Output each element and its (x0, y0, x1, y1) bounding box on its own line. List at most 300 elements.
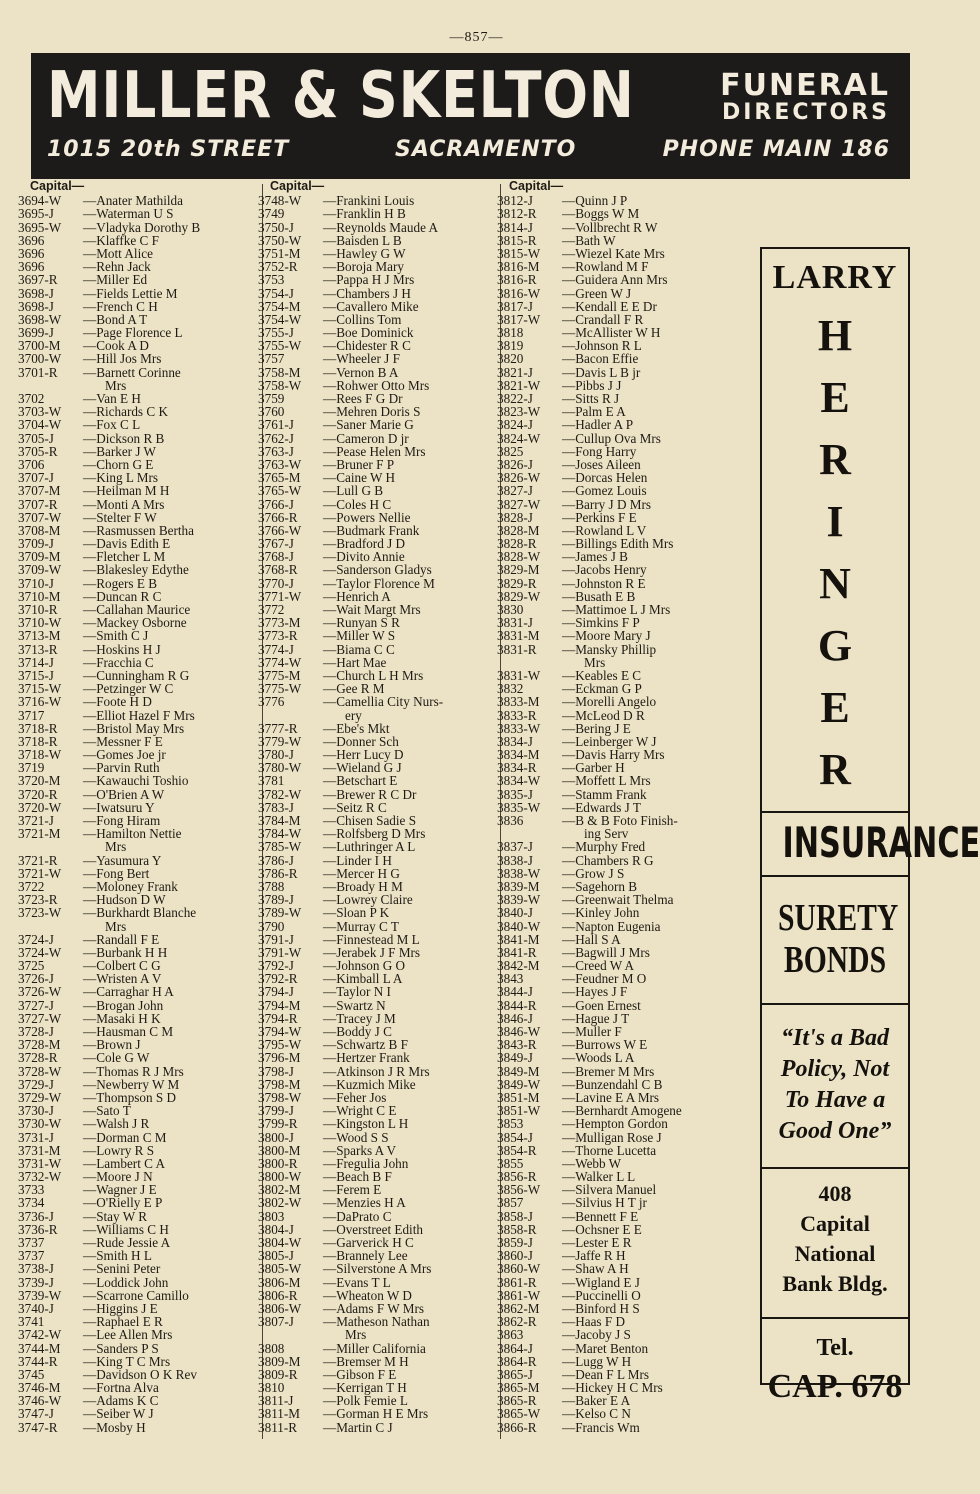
phone-number: 3784-M (258, 813, 301, 829)
phone-number: 3746-W (18, 1393, 62, 1409)
directory-entry (497, 221, 757, 234)
directory-entry (18, 906, 260, 919)
phone-number: 3766-R (258, 509, 298, 525)
phone-number: 3780-J (258, 747, 294, 763)
phone-number: 3853 (497, 1116, 524, 1132)
subscriber-name: —Finnestead M L (323, 931, 420, 947)
phone-number: 3718-R (18, 720, 58, 736)
directory-entry (258, 1342, 498, 1355)
phone-number: 3827-J (497, 483, 533, 499)
phone-number: 3849-J (497, 1050, 533, 1066)
phone-number: 3865-R (497, 1393, 537, 1409)
phone-number: 3856-W (497, 1182, 541, 1198)
directory-entry (497, 999, 757, 1012)
subscriber-name: —Waterman U S (83, 206, 174, 222)
phone-number: 3809-M (258, 1353, 301, 1369)
directory-entry (258, 221, 498, 234)
phone-number: 3709-M (18, 549, 61, 565)
phone-number: 3703-W (18, 404, 62, 420)
ad-heringer-letter: G (817, 621, 853, 670)
subscriber-name: —Barker J W (83, 443, 157, 459)
subscriber-name: —Silverstone A Mrs (323, 1261, 432, 1277)
subscriber-name: —Chidester R C (323, 338, 411, 354)
ad-address-line: Bank Bldg. (782, 1271, 888, 1296)
subscriber-name: —Brannely Lee (323, 1248, 408, 1264)
banner-address: 1015 20th STREET (47, 137, 290, 162)
directory-entry (18, 788, 260, 801)
subscriber-name: —Gomes Joe jr (83, 747, 166, 763)
phone-number: 3790 (258, 918, 285, 934)
phone-number: 3725 (18, 958, 45, 974)
phone-number: 3861-W (497, 1287, 541, 1303)
directory-entry (18, 774, 260, 787)
subscriber-name: —Quinn J P (562, 193, 628, 209)
phone-number: 3844-R (497, 997, 537, 1013)
subscriber-name: —Bremser M H (323, 1353, 409, 1369)
phone-number: 3766-W (258, 522, 302, 538)
subscriber-name: —Fields Lettie M (83, 285, 178, 301)
phone-number: 3710-M (18, 588, 61, 604)
banner-funeral: FUNERAL (720, 68, 890, 103)
phone-number: 3808 (258, 1340, 285, 1356)
subscriber-name: —Barnett Corinne (83, 364, 181, 380)
subscriber-name: —Boggs W M (562, 206, 640, 222)
phone-number: 3800-R (258, 1155, 298, 1171)
subscriber-name: —Fracchia C (83, 654, 154, 670)
banner-directors: DIRECTORS (721, 100, 890, 125)
phone-number: 3775-W (258, 681, 302, 697)
subscriber-name: —McLeod D R (562, 707, 645, 723)
subscriber-name: —Hertzer Frank (323, 1050, 410, 1066)
phone-number: 3794-M (258, 997, 301, 1013)
subscriber-name: —Vernon B A (323, 364, 399, 380)
phone-number: 3806-R (258, 1287, 298, 1303)
directory-entry (497, 1078, 757, 1091)
subscriber-name: —Bennett F E (562, 1208, 639, 1224)
directory-entry (497, 985, 757, 998)
phone-number: 3774-W (258, 654, 302, 670)
directory-entry (258, 1407, 498, 1420)
phone-number: 3705-J (18, 430, 54, 446)
directory-entry (497, 1328, 757, 1341)
phone-number: 3834-W (497, 773, 541, 789)
subscriber-name: —Goen Ernest (562, 997, 641, 1013)
subscriber-name: —Blakesley Edythe (83, 562, 189, 578)
directory-entry (497, 1117, 757, 1130)
ad-divider (762, 875, 908, 877)
phone-number: 3750-W (258, 232, 302, 248)
phone-number: 3707-M (18, 483, 61, 499)
phone-number: 3812-R (497, 206, 537, 222)
subscriber-name: —Ebe's Mkt (323, 720, 390, 736)
subscriber-name: —Pease Helen Mrs (323, 443, 426, 459)
directory-entry (497, 1289, 757, 1302)
phone-number: 3854-R (497, 1142, 537, 1158)
directory-entry (18, 1091, 260, 1104)
subscriber-name: —Gee R M (323, 681, 385, 697)
phone-number: 3810 (258, 1380, 285, 1396)
phone-number: 3806-W (258, 1300, 302, 1316)
phone-number: 3844-J (497, 984, 533, 1000)
subscriber-name: —Shaw A H (562, 1261, 629, 1277)
directory-entry (18, 577, 260, 590)
directory-entry (18, 418, 260, 431)
subscriber-name: —Hague J T (562, 1010, 630, 1026)
phone-number: 3828-W (497, 549, 541, 565)
directory-entry (18, 643, 260, 656)
directory-entry (258, 788, 498, 801)
directory-entry (258, 1196, 498, 1209)
subscriber-name: —Baker E A (562, 1393, 631, 1409)
phone-number: 3834-J (497, 733, 533, 749)
phone-number: 3824-J (497, 417, 533, 433)
banner-phone: PHONE MAIN 186 (662, 137, 890, 162)
subscriber-name: —Dean F L Mrs (562, 1366, 650, 1382)
subscriber-name: —Caine W H (323, 470, 396, 486)
phone-number: 3745 (18, 1366, 45, 1382)
directory-entry (497, 352, 757, 365)
ad-address-line: National (794, 1241, 876, 1266)
phone-number: 3838-J (497, 852, 533, 868)
phone-number: 3747-R (18, 1419, 58, 1435)
directory-entry (497, 207, 757, 220)
subscriber-name: —Coles H C (323, 496, 392, 512)
subscriber-name: —Loddick John (83, 1274, 169, 1290)
directory-entry (18, 1131, 260, 1144)
phone-number: 3861-R (497, 1274, 537, 1290)
phone-number: 3754-J (258, 285, 294, 301)
page-number: —857— (449, 30, 504, 45)
subscriber-name: —Senini Peter (83, 1261, 161, 1277)
directory-entry (497, 379, 757, 392)
directory-entry (497, 287, 757, 300)
subscriber-name: —Beach B F (323, 1169, 392, 1185)
subscriber-name: —Anater Mathilda (83, 193, 183, 209)
subscriber-name: —Franklin H B (323, 206, 406, 222)
subscriber-name: —French C H (83, 298, 158, 314)
subscriber-name: —Schwartz B F (323, 1037, 408, 1053)
directory-entry (18, 1196, 260, 1209)
subscriber-name: —Lavine E A Mrs (562, 1089, 660, 1105)
subscriber-name: —Pappa H J Mrs (323, 272, 415, 288)
phone-number: 3722 (18, 878, 45, 894)
phone-number: 3713-R (18, 641, 58, 657)
subscriber-name: —Church L H Mrs (323, 667, 424, 683)
phone-number: 3761-J (258, 417, 294, 433)
subscriber-name: —Barry J D Mrs (562, 496, 652, 512)
phone-number: 3728-W (18, 1063, 62, 1079)
directory-entry (18, 1262, 260, 1275)
subscriber-name: —Davis Harry Mrs (562, 747, 665, 763)
phone-number: 3766-J (258, 496, 294, 512)
phone-number: 3799-R (258, 1116, 298, 1132)
directory-entry (18, 1117, 260, 1130)
directory-entry (497, 1065, 757, 1078)
directory-entry (497, 418, 757, 431)
subscriber-name: —Adams F W Mrs (323, 1300, 424, 1316)
phone-number: 3716-W (18, 694, 62, 710)
directory-entry (497, 629, 757, 642)
subscriber-name: —Elliot Hazel F Mrs (83, 707, 195, 723)
subscriber-name: —Ferem E (323, 1182, 382, 1198)
phone-number: 3702 (18, 391, 45, 407)
subscriber-name: —Vollbrecht R W (562, 219, 658, 235)
directory-entry (497, 788, 757, 801)
subscriber-name: —Bering J E (562, 720, 631, 736)
subscriber-name: —Mulligan Rose J (562, 1129, 662, 1145)
directory-entry (18, 273, 260, 286)
subscriber-name: —Reynolds Maude A (323, 219, 439, 235)
subscriber-name: —Greenwait Thelma (562, 892, 674, 908)
subscriber-name: —Heilman M H (83, 483, 170, 499)
subscriber-name: —Moffett L Mrs (562, 773, 651, 789)
phone-number: 3719 (18, 760, 45, 776)
funeral-directors-banner (31, 53, 910, 179)
directory-entry (497, 273, 757, 286)
phone-number: 3786-J (258, 852, 294, 868)
phone-number: 3781 (258, 773, 285, 789)
subscriber-name: —Stamm Frank (562, 786, 647, 802)
subscriber-name: —Rolfsberg D Mrs (323, 826, 426, 842)
subscriber-name: —Carraghar H A (83, 984, 174, 1000)
phone-number: 3842-M (497, 958, 540, 974)
subscriber-name: —Dorcas Helen (562, 470, 648, 486)
phone-number: 3830 (497, 602, 524, 618)
phone-number: 3798-J (258, 1063, 294, 1079)
phone-number: 3720-M (18, 773, 61, 789)
subscriber-name: —Messner F E (83, 733, 163, 749)
directory-entry (258, 1355, 498, 1368)
subscriber-name: —Jaffe R H (562, 1248, 626, 1264)
phone-number: 3729-J (18, 1076, 54, 1092)
directory-entry (258, 1117, 498, 1130)
subscriber-name: —Cavallero Mike (323, 298, 419, 314)
phone-number: 3749 (258, 206, 285, 222)
phone-number: 3851-M (497, 1089, 540, 1105)
subscriber-name: —Sloan P K (323, 905, 390, 921)
phone-number: 3730-W (18, 1116, 62, 1132)
phone-number: 3721-M (18, 826, 61, 842)
subscriber-name: —Cook A D (83, 338, 149, 354)
phone-number: 3838-W (497, 865, 541, 881)
phone-number: 3762-J (258, 430, 294, 446)
phone-number: 3706 (18, 456, 45, 472)
subscriber-name: —Davidson O K Rev (83, 1366, 197, 1382)
directory-entry (258, 854, 498, 867)
ad-heringer-letter: E (820, 373, 850, 422)
column-header: Capital— (30, 179, 85, 193)
phone-number: 3811-J (258, 1393, 294, 1409)
directory-entry (497, 234, 757, 247)
directory-entry (258, 999, 498, 1012)
subscriber-name: —Cullup Ova Mrs (562, 430, 661, 446)
phone-number: 3858-R (497, 1221, 537, 1237)
subscriber-name: —Kendall E E Dr (562, 298, 657, 314)
phone-number: 3731-M (18, 1142, 61, 1158)
phone-number: 3739-J (18, 1274, 54, 1290)
subscriber-name: —Wood S S (323, 1129, 389, 1145)
subscriber-name: —Menzies H A (323, 1195, 406, 1211)
phone-number: 3858-J (497, 1208, 533, 1224)
phone-number: 3728-R (18, 1050, 58, 1066)
phone-number: 3759 (258, 391, 285, 407)
subscriber-name: —Edwards J T (562, 799, 641, 815)
subscriber-name: —Raphael E R (83, 1314, 163, 1330)
phone-number: 3816-M (497, 259, 540, 275)
directory-entry (18, 1276, 260, 1289)
phone-number: 3851-W (497, 1103, 541, 1119)
subscriber-name: —Feher Jos (323, 1089, 387, 1105)
directory-entry (18, 352, 260, 365)
directory-entry (18, 933, 260, 946)
subscriber-name: —Rogers E B (83, 575, 157, 591)
directory-entry (258, 920, 498, 933)
subscriber-name: —Walker L L (562, 1169, 636, 1185)
phone-number: 3721-R (18, 852, 58, 868)
subscriber-name: —Dickson R B (83, 430, 165, 446)
directory-entry (258, 287, 498, 300)
subscriber-name: —Murphy Fred (562, 839, 646, 855)
heringer-insurance-ad (760, 247, 980, 1405)
phone-number: 3768-J (258, 549, 294, 565)
subscriber-name: —Hart Mae (323, 654, 387, 670)
directory-entry (18, 709, 260, 722)
subscriber-name: —Rasmussen Bertha (83, 522, 194, 538)
subscriber-name: —Luthringer A L (323, 839, 416, 855)
directory-entry (258, 234, 498, 247)
subscriber-name: —Bristol May Mrs (83, 720, 185, 736)
subscriber-name: —Martin C J (323, 1419, 393, 1435)
subscriber-name-continued: Mrs (105, 839, 127, 855)
subscriber-name: —Swartz N (323, 997, 386, 1013)
phone-number: 3755-J (258, 325, 294, 341)
phone-number: 3748-W (258, 193, 302, 209)
directory-entry (497, 1421, 757, 1434)
directory-entry (18, 1355, 260, 1368)
directory-entry (497, 933, 757, 946)
subscriber-name: —Stay W R (83, 1208, 147, 1224)
directory-entry (497, 1144, 757, 1157)
directory-entry (258, 1421, 498, 1434)
subscriber-name: —Silvius H T jr (562, 1195, 647, 1211)
phone-number: 3694-W (18, 193, 62, 209)
subscriber-name: —Monti A Mrs (83, 496, 165, 512)
phone-number: 3833-R (497, 707, 537, 723)
phone-number: 3856-R (497, 1169, 537, 1185)
phone-number: 3710-W (18, 615, 62, 631)
directory-entry (18, 827, 260, 840)
phone-number: 3831-R (497, 641, 537, 657)
subscriber-name: —Vladyka Dorothy B (83, 219, 201, 235)
directory-entry (258, 445, 498, 458)
subscriber-name: —Mehren Doris S (323, 404, 421, 420)
subscriber-name: —Mansky Phillip (562, 641, 657, 657)
phone-number: 3837-J (497, 839, 533, 855)
phone-number: 3860-J (497, 1248, 533, 1264)
phone-number: 3784-W (258, 826, 302, 842)
phone-number: 3828-J (497, 509, 533, 525)
phone-number: 3740-J (18, 1300, 54, 1316)
phone-number: 3767-J (258, 536, 294, 552)
subscriber-name: —Puccinelli O (562, 1287, 641, 1303)
subscriber-name: —Cameron D jr (323, 430, 409, 446)
phone-number: 3833-W (497, 720, 541, 736)
subscriber-name: —Burrows W E (562, 1037, 648, 1053)
subscriber-name: —Yasumura Y (83, 852, 162, 868)
phone-number: 3817-J (497, 298, 533, 314)
subscriber-name: —Fong Bert (83, 865, 150, 881)
phone-number: 3704-W (18, 417, 62, 433)
subscriber-name: —Joses Aileen (562, 456, 641, 472)
phone-number: 3807-J (258, 1314, 294, 1330)
phone-number: 3843 (497, 971, 524, 987)
phone-number: 3696 (18, 259, 45, 275)
directory-entry (18, 1210, 260, 1223)
subscriber-name: —Fletcher L M (83, 549, 166, 565)
subscriber-name: —Kelso C N (562, 1406, 631, 1422)
phone-number: 3724-W (18, 944, 62, 960)
subscriber-name: —Tracey J M (323, 1010, 396, 1026)
subscriber-name: —Bunzendahl C B (562, 1076, 663, 1092)
subscriber-name: —Francis Wm (562, 1419, 640, 1435)
directory-entry (497, 1262, 757, 1275)
subscriber-name: —Kingston L H (323, 1116, 409, 1132)
directory-entry (258, 1276, 498, 1289)
directory-entry (258, 867, 498, 880)
directory-entry (258, 577, 498, 590)
phone-number: 3831-M (497, 628, 540, 644)
phone-number: 3815-R (497, 232, 537, 248)
subscriber-name: —Lambert C A (83, 1155, 166, 1171)
banner-firm-name: MILLER & SKELTON (47, 59, 635, 133)
phone-number: 3794-R (258, 1010, 298, 1026)
directory-entry (18, 445, 260, 458)
phone-number: 3710-J (18, 575, 54, 591)
phone-number: 3727-W (18, 1010, 62, 1026)
ad-tel-label: Tel. (816, 1335, 854, 1361)
phone-number: 3831-J (497, 615, 533, 631)
phone-number: 3698-J (18, 298, 54, 314)
phone-number: 3841-M (497, 931, 540, 947)
subscriber-name: —Walsh J R (83, 1116, 150, 1132)
subscriber-name: —Stelter F W (83, 509, 157, 525)
subscriber-name: —Van E H (83, 391, 141, 407)
directory-entry (18, 854, 260, 867)
directory-entry (258, 418, 498, 431)
directory-entry (497, 563, 757, 576)
phone-number: 3771-W (258, 588, 302, 604)
subscriber-name: —Moloney Frank (83, 878, 178, 894)
subscriber-name: —Bremer M Mrs (562, 1063, 655, 1079)
phone-number: 3721-J (18, 813, 54, 829)
phone-number: 3763-W (258, 456, 302, 472)
directory-entry (258, 933, 498, 946)
ad-heringer (762, 305, 908, 801)
phone-number: 3754-W (258, 311, 302, 327)
phone-number: 3811-M (258, 1406, 301, 1422)
ad-tel-number: CAP. 678 (767, 1368, 903, 1405)
phone-number: 3833-M (497, 694, 540, 710)
directory-entry (258, 1315, 498, 1328)
subscriber-name: —Scarrone Camillo (83, 1287, 189, 1303)
subscriber-name-continued: ery (345, 707, 362, 723)
subscriber-name: —Wigland E J (562, 1274, 640, 1290)
phone-number: 3720-R (18, 786, 58, 802)
directory-entry (18, 1407, 260, 1420)
subscriber-name: —Parvin Ruth (83, 760, 160, 776)
phone-number: 3829-W (497, 588, 541, 604)
phone-number: 3839-M (497, 878, 540, 894)
